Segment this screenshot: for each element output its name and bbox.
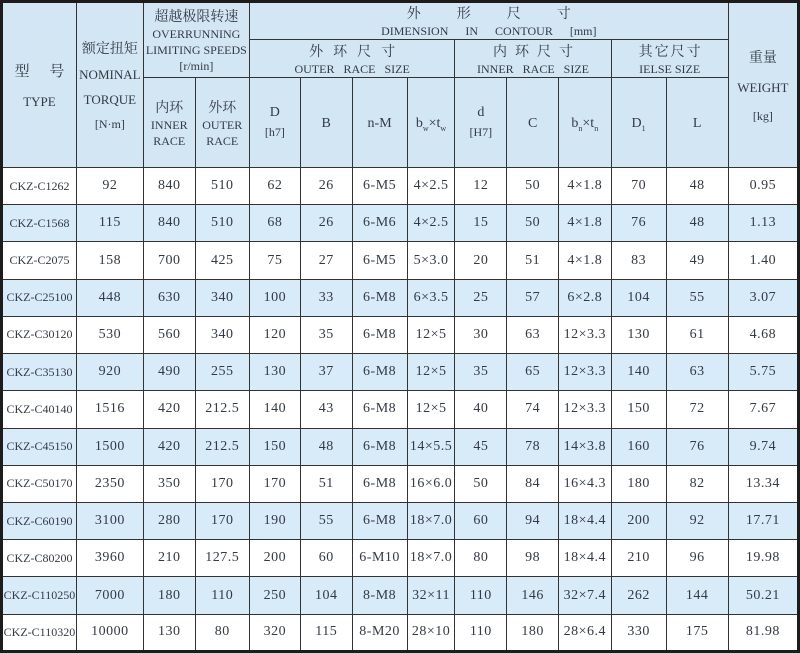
cell-torque: 3960 <box>76 540 143 577</box>
table-row <box>2 354 799 391</box>
cell-d: 45 <box>455 428 507 465</box>
cell-weight: 50.21 <box>728 577 798 614</box>
cell-n-M: 6-M8 <box>352 428 407 465</box>
cell-speed-inner: 700 <box>143 242 195 279</box>
cell-C: 74 <box>507 391 559 428</box>
table-row <box>2 168 799 205</box>
cell-n-M: 6-M8 <box>352 354 407 391</box>
cell-B: 60 <box>300 540 352 577</box>
cell-D: 250 <box>249 577 300 614</box>
header-other-size-zh: 其它尺寸 <box>638 44 703 60</box>
cell-bn-tn: 4×1.8 <box>559 205 612 242</box>
header-speeds-unit: [r/min] <box>179 59 214 73</box>
header-col-d <box>455 78 507 168</box>
cell-torque: 530 <box>76 316 143 353</box>
cell-B: 26 <box>300 205 352 242</box>
header-col-L-label: L <box>692 115 702 131</box>
header-speed-outer-en2: RACE <box>206 133 239 148</box>
cell-weight: 81.98 <box>728 614 798 651</box>
cell-C: 65 <box>507 354 559 391</box>
cell-D1: 160 <box>611 428 666 465</box>
cell-torque: 158 <box>76 242 143 279</box>
cell-C: 94 <box>507 502 559 539</box>
cell-bw-tw: 32×11 <box>407 577 455 614</box>
cell-D: 320 <box>249 614 300 651</box>
cell-torque: 2350 <box>76 465 143 502</box>
header-inner-race-size-en: INNER RACE SIZE <box>477 61 590 76</box>
table-row <box>2 614 799 651</box>
cell-D: 150 <box>249 428 300 465</box>
cell-type: CKZ-C80200 <box>2 540 77 577</box>
header-col-B <box>300 78 352 168</box>
cell-n-M: 6-M8 <box>352 502 407 539</box>
cell-B: 115 <box>300 614 352 651</box>
table-header <box>2 2 799 168</box>
cell-type: CKZ-C1262 <box>2 168 77 205</box>
cell-torque: 3100 <box>76 502 143 539</box>
header-weight-zh: 重量 <box>748 50 777 66</box>
header-outer-race-size <box>249 40 455 78</box>
header-torque-en1: NOMINAL <box>79 67 141 82</box>
cell-speed-inner: 840 <box>143 168 195 205</box>
cell-d: 35 <box>455 354 507 391</box>
cell-bw-tw: 4×2.5 <box>407 205 455 242</box>
cell-D: 68 <box>249 205 300 242</box>
header-speed-inner-en2: RACE <box>153 133 186 148</box>
header-col-C-label: C <box>527 115 538 131</box>
cell-bn-tn: 4×1.8 <box>559 242 612 279</box>
header-speeds <box>143 2 249 78</box>
header-col-B-label: B <box>321 115 331 131</box>
cell-n-M: 6-M5 <box>352 242 407 279</box>
cell-C: 78 <box>507 428 559 465</box>
cell-L: 48 <box>666 168 728 205</box>
table-row <box>2 316 799 353</box>
cell-B: 26 <box>300 168 352 205</box>
cell-D1: 104 <box>611 279 666 316</box>
cell-speed-inner: 630 <box>143 279 195 316</box>
header-col-D <box>249 78 300 168</box>
cell-d: 25 <box>455 279 507 316</box>
cell-D: 75 <box>249 242 300 279</box>
header-weight-en: WEIGHT <box>737 79 789 95</box>
header-type-zh: 型 号 <box>14 64 73 80</box>
cell-type: CKZ-C45150 <box>2 428 77 465</box>
cell-speed-outer: 340 <box>195 316 249 353</box>
cell-speed-outer: 510 <box>195 168 249 205</box>
cell-weight: 17.71 <box>728 502 798 539</box>
cell-weight: 19.98 <box>728 540 798 577</box>
cell-D: 190 <box>249 502 300 539</box>
cell-d: 50 <box>455 465 507 502</box>
cell-speed-inner: 420 <box>143 391 195 428</box>
cell-L: 48 <box>666 205 728 242</box>
cell-B: 35 <box>300 316 352 353</box>
cell-B: 33 <box>300 279 352 316</box>
header-speed-inner-en1: INNER <box>150 117 188 132</box>
header-torque-en2: TORQUE <box>83 92 137 107</box>
cell-d: 110 <box>455 614 507 651</box>
cell-L: 92 <box>666 502 728 539</box>
cell-weight: 1.40 <box>728 242 798 279</box>
header-speeds-zh: 超越极限转速 <box>154 10 239 25</box>
cell-L: 63 <box>666 354 728 391</box>
cell-torque: 448 <box>76 279 143 316</box>
cell-D1: 150 <box>611 391 666 428</box>
cell-L: 82 <box>666 465 728 502</box>
cell-type: CKZ-C50170 <box>2 465 77 502</box>
header-speed-inner-zh: 内环 <box>155 100 184 116</box>
cell-bn-tn: 12×3.3 <box>559 354 612 391</box>
cell-speed-outer: 170 <box>195 465 249 502</box>
header-col-D-base: D <box>269 105 280 120</box>
cell-L: 175 <box>666 614 728 651</box>
cell-n-M: 6-M6 <box>352 205 407 242</box>
cell-L: 61 <box>666 316 728 353</box>
cell-type: CKZ-C35130 <box>2 354 77 391</box>
cell-speed-outer: 340 <box>195 279 249 316</box>
cell-bw-tw: 12×5 <box>407 354 455 391</box>
cell-D: 200 <box>249 540 300 577</box>
header-col-nM-label: n-M <box>367 115 392 131</box>
cell-torque: 1516 <box>76 391 143 428</box>
cell-torque: 115 <box>76 205 143 242</box>
cell-D: 140 <box>249 391 300 428</box>
cell-speed-outer: 212.5 <box>195 428 249 465</box>
cell-C: 98 <box>507 540 559 577</box>
header-torque-zh: 额定扭矩 <box>81 42 138 57</box>
cell-bn-tn: 28×6.4 <box>559 614 612 651</box>
cell-bn-tn: 18×4.4 <box>559 502 612 539</box>
cell-bn-tn: 12×3.3 <box>559 316 612 353</box>
header-speed-outer-en1: OUTER <box>202 117 243 132</box>
cell-bn-tn: 32×7.4 <box>559 577 612 614</box>
cell-speed-inner: 840 <box>143 205 195 242</box>
cell-n-M: 6-M8 <box>352 391 407 428</box>
cell-D1: 210 <box>611 540 666 577</box>
cell-bw-tw: 14×5.5 <box>407 428 455 465</box>
cell-d: 30 <box>455 316 507 353</box>
cell-torque: 920 <box>76 354 143 391</box>
cell-n-M: 6-M8 <box>352 279 407 316</box>
header-other-size <box>611 40 728 78</box>
cell-bw-tw: 6×3.5 <box>407 279 455 316</box>
header-col-D1-label: $D_1$ <box>631 115 646 133</box>
cell-D1: 83 <box>611 242 666 279</box>
cell-type: CKZ-C110320 <box>2 614 77 651</box>
cell-speed-outer: 510 <box>195 205 249 242</box>
cell-weight: 5.75 <box>728 354 798 391</box>
cell-d: 80 <box>455 540 507 577</box>
cell-L: 144 <box>666 577 728 614</box>
cell-D1: 140 <box>611 354 666 391</box>
header-inner-race-size <box>455 40 611 78</box>
cell-weight: 13.34 <box>728 465 798 502</box>
header-col-nM <box>352 78 407 168</box>
cell-B: 37 <box>300 354 352 391</box>
cell-D1: 70 <box>611 168 666 205</box>
cell-bn-tn: 14×3.8 <box>559 428 612 465</box>
header-dimension-zh: 外形尺寸 <box>406 7 607 22</box>
cell-C: 50 <box>507 205 559 242</box>
header-speeds-en2: LIMITING SPEEDS <box>145 43 247 57</box>
header-col-bwtw-label: $b_w\times t_w$ <box>415 115 447 133</box>
header-speed-outer <box>195 78 249 168</box>
header-weight-unit: [kg] <box>752 108 773 123</box>
header-col-D-tol: [h7] <box>264 125 285 139</box>
cell-L: 76 <box>666 428 728 465</box>
cell-B: 55 <box>300 502 352 539</box>
cell-C: 63 <box>507 316 559 353</box>
cell-n-M: 8-M8 <box>352 577 407 614</box>
cell-D: 120 <box>249 316 300 353</box>
cell-weight: 7.67 <box>728 391 798 428</box>
cell-speed-inner: 350 <box>143 465 195 502</box>
cell-D1: 262 <box>611 577 666 614</box>
header-speeds-en1: OVERRUNNING <box>152 27 241 41</box>
table-row <box>2 540 799 577</box>
table-row <box>2 577 799 614</box>
header-col-d-base: d <box>477 105 485 120</box>
cell-type: CKZ-C30120 <box>2 316 77 353</box>
cell-D1: 76 <box>611 205 666 242</box>
cell-D: 100 <box>249 279 300 316</box>
header-dimension <box>249 2 728 40</box>
header-weight <box>728 2 798 168</box>
header-col-D1 <box>611 78 666 168</box>
cell-bn-tn: 16×4.3 <box>559 465 612 502</box>
cell-L: 72 <box>666 391 728 428</box>
cell-speed-outer: 425 <box>195 242 249 279</box>
cell-torque: 1500 <box>76 428 143 465</box>
header-inner-race-size-zh: 内环尺寸 <box>493 44 582 60</box>
header-col-bwtw <box>407 78 455 168</box>
header-dimension-en: DIMENSION IN CONTOUR [mm] <box>381 24 597 38</box>
cell-torque: 7000 <box>76 577 143 614</box>
cell-bw-tw: 16×6.0 <box>407 465 455 502</box>
cell-bn-tn: 4×1.8 <box>559 168 612 205</box>
cell-type: CKZ-C25100 <box>2 279 77 316</box>
header-col-C <box>507 78 559 168</box>
cell-type: CKZ-C2075 <box>2 242 77 279</box>
cell-bw-tw: 18×7.0 <box>407 540 455 577</box>
cell-speed-inner: 280 <box>143 502 195 539</box>
cell-bw-tw: 4×2.5 <box>407 168 455 205</box>
cell-bw-tw: 12×5 <box>407 391 455 428</box>
header-other-size-en: IELSE SIZE <box>639 61 701 76</box>
cell-L: 49 <box>666 242 728 279</box>
cell-type: CKZ-C1568 <box>2 205 77 242</box>
cell-d: 60 <box>455 502 507 539</box>
cell-speed-outer: 110 <box>195 577 249 614</box>
cell-C: 51 <box>507 242 559 279</box>
cell-bn-tn: 6×2.8 <box>559 279 612 316</box>
cell-C: 84 <box>507 465 559 502</box>
cell-speed-inner: 420 <box>143 428 195 465</box>
cell-D1: 180 <box>611 465 666 502</box>
header-col-bntn <box>559 78 612 168</box>
cell-type: CKZ-C60190 <box>2 502 77 539</box>
header-speed-inner <box>143 78 195 168</box>
cell-C: 50 <box>507 168 559 205</box>
header-col-d-tol: [H7] <box>469 125 493 139</box>
header-outer-race-size-zh: 外环尺寸 <box>309 44 406 60</box>
cell-bw-tw: 18×7.0 <box>407 502 455 539</box>
table-row <box>2 279 799 316</box>
cell-L: 55 <box>666 279 728 316</box>
cell-D: 130 <box>249 354 300 391</box>
cell-weight: 4.68 <box>728 316 798 353</box>
cell-speed-inner: 210 <box>143 540 195 577</box>
cell-D: 170 <box>249 465 300 502</box>
header-type-en: TYPE <box>23 94 56 109</box>
cell-weight: 1.13 <box>728 205 798 242</box>
table-body <box>2 168 799 652</box>
cell-n-M: 6-M10 <box>352 540 407 577</box>
cell-speed-outer: 170 <box>195 502 249 539</box>
cell-B: 104 <box>300 577 352 614</box>
cell-type: CKZ-C110250 <box>2 577 77 614</box>
cell-torque: 92 <box>76 168 143 205</box>
cell-d: 12 <box>455 168 507 205</box>
cell-n-M: 6-M5 <box>352 168 407 205</box>
cell-speed-inner: 180 <box>143 577 195 614</box>
cell-C: 146 <box>507 577 559 614</box>
cell-d: 110 <box>455 577 507 614</box>
header-speed-outer-zh: 外环 <box>208 100 237 116</box>
cell-C: 180 <box>507 614 559 651</box>
cell-B: 43 <box>300 391 352 428</box>
table-row <box>2 391 799 428</box>
header-col-bntn-label: $b_n\times t_n$ <box>571 115 599 133</box>
cell-B: 27 <box>300 242 352 279</box>
cell-D1: 130 <box>611 316 666 353</box>
table-row <box>2 428 799 465</box>
cell-speed-inner: 560 <box>143 316 195 353</box>
cell-weight: 0.95 <box>728 168 798 205</box>
header-torque-unit: [N·m] <box>94 117 125 131</box>
cell-speed-inner: 130 <box>143 614 195 651</box>
cell-C: 57 <box>507 279 559 316</box>
cell-n-M: 6-M8 <box>352 316 407 353</box>
cell-d: 40 <box>455 391 507 428</box>
cell-type: CKZ-C40140 <box>2 391 77 428</box>
cell-speed-outer: 127.5 <box>195 540 249 577</box>
table-row <box>2 465 799 502</box>
cell-speed-outer: 255 <box>195 354 249 391</box>
cell-bn-tn: 18×4.4 <box>559 540 612 577</box>
cell-speed-outer: 80 <box>195 614 249 651</box>
cell-weight: 9.74 <box>728 428 798 465</box>
cell-D1: 330 <box>611 614 666 651</box>
table-row <box>2 242 799 279</box>
cell-d: 20 <box>455 242 507 279</box>
cell-bw-tw: 28×10 <box>407 614 455 651</box>
cell-D: 62 <box>249 168 300 205</box>
table-row <box>2 205 799 242</box>
cell-weight: 3.07 <box>728 279 798 316</box>
cell-torque: 10000 <box>76 614 143 651</box>
cell-L: 96 <box>666 540 728 577</box>
cell-D1: 200 <box>611 502 666 539</box>
cell-d: 15 <box>455 205 507 242</box>
header-col-L <box>666 78 728 168</box>
header-type <box>2 2 77 168</box>
cell-B: 51 <box>300 465 352 502</box>
cell-B: 48 <box>300 428 352 465</box>
cell-bn-tn: 12×3.3 <box>559 391 612 428</box>
cell-bw-tw: 12×5 <box>407 316 455 353</box>
cell-n-M: 8-M20 <box>352 614 407 651</box>
cell-bw-tw: 5×3.0 <box>407 242 455 279</box>
header-torque <box>76 2 143 168</box>
cell-n-M: 6-M8 <box>352 465 407 502</box>
table-row <box>2 502 799 539</box>
cell-speed-outer: 212.5 <box>195 391 249 428</box>
cell-speed-inner: 490 <box>143 354 195 391</box>
header-outer-race-size-en: OUTER RACE SIZE <box>294 61 410 76</box>
